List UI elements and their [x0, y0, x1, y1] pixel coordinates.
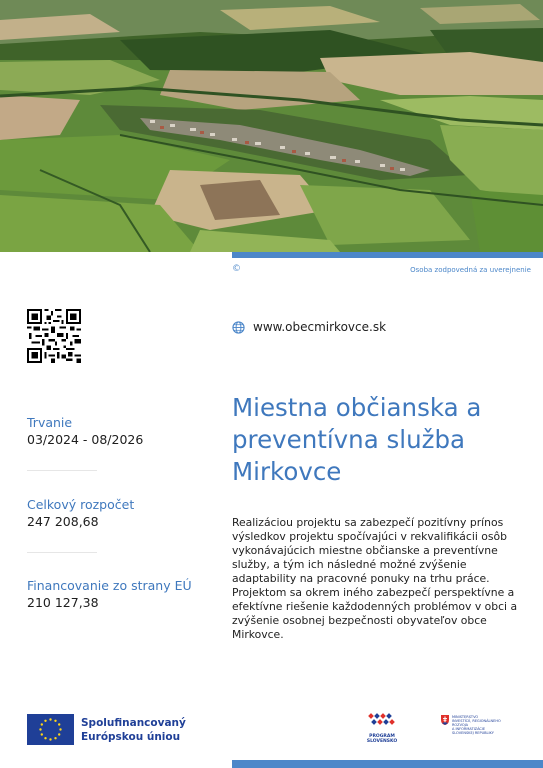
description-line: efektívne riešenie každodenných problémov v obci a	[232, 600, 518, 613]
qr-code[interactable]	[27, 309, 81, 363]
ministry-text-line: MINISTERSTVO	[452, 715, 479, 719]
duration-value: 03/2024 - 08/2026	[27, 432, 144, 447]
ministry-text-line: A INFORMATIZÁCIE	[452, 727, 486, 731]
program-slovensko-emblem-icon	[365, 712, 399, 730]
description-line: služby, a tým ich následné možné zvýšenie	[232, 558, 467, 571]
aerial-photo-drawing	[0, 0, 543, 252]
ministry-text-line: INVESTÍCIÍ, REGIONÁLNEHO ROZVOJA	[452, 719, 501, 727]
budget-label: Celkový rozpočet	[27, 497, 135, 512]
description-line: výsledkov projektu spočívajúci v rekvalifikácii osôb	[232, 530, 507, 543]
top-accent-bar	[232, 252, 543, 258]
website-url[interactable]: www.obecmirkovce.sk	[253, 320, 387, 334]
eu-text-line: Európskou úniou	[81, 730, 181, 743]
description-line: Projektom sa okrem iného zabezpečí perspektívne a	[232, 586, 515, 599]
budget-block	[27, 497, 134, 530]
program-slovensko-logo	[365, 712, 399, 744]
ministry-text-line: SLOVENSKEJ REPUBLIKY	[452, 731, 494, 735]
header-aerial-photo	[0, 0, 543, 252]
responsible-person-caption: Osoba zodpovedná za uverejnenie	[410, 266, 531, 274]
project-title-line: Miestna občianska a	[232, 393, 482, 422]
eu-cofunded-logo	[27, 714, 186, 745]
description-line: zvýšenie osobnej bezpečnosti obyvateľov obce	[232, 614, 487, 627]
globe-icon	[232, 321, 245, 334]
eu-funding-block	[27, 578, 192, 611]
description-line: Realizáciou projektu sa zabezpečí pozitívny prínos	[232, 516, 504, 529]
eu-flag-icon	[27, 714, 74, 745]
divider	[27, 470, 97, 471]
project-title-line: Mirkovce	[232, 457, 342, 486]
eu-funding-label: Financovanie zo strany EÚ	[27, 578, 192, 593]
eu-funding-value: 210 127,38	[27, 595, 99, 610]
description-line: Mirkovce.	[232, 628, 284, 641]
website-link-row[interactable]	[232, 320, 386, 334]
eu-cofunded-text	[81, 716, 186, 744]
slovensko-label: SLOVENSKO	[366, 739, 398, 744]
program-label: PROGRAM	[369, 734, 395, 739]
duration-label: Trvanie	[27, 415, 73, 430]
divider	[27, 552, 97, 553]
project-description	[232, 516, 522, 642]
slovak-coat-of-arms-icon	[441, 715, 449, 725]
duration-block	[27, 415, 143, 448]
project-title	[232, 392, 532, 488]
description-line: adaptability na pracovné ponuky na trhu práce.	[232, 572, 490, 585]
copyright-mark: ©	[232, 264, 241, 274]
ministry-text	[452, 715, 510, 735]
bottom-accent-bar	[232, 760, 543, 768]
eu-text-line: Spolufinancovaný	[81, 716, 186, 729]
description-line: vykonávajúcich miestne občianske a preventívne	[232, 544, 498, 557]
budget-value: 247 208,68	[27, 514, 99, 529]
project-title-line: preventívna služba	[232, 425, 466, 454]
ministry-logo	[441, 715, 510, 735]
